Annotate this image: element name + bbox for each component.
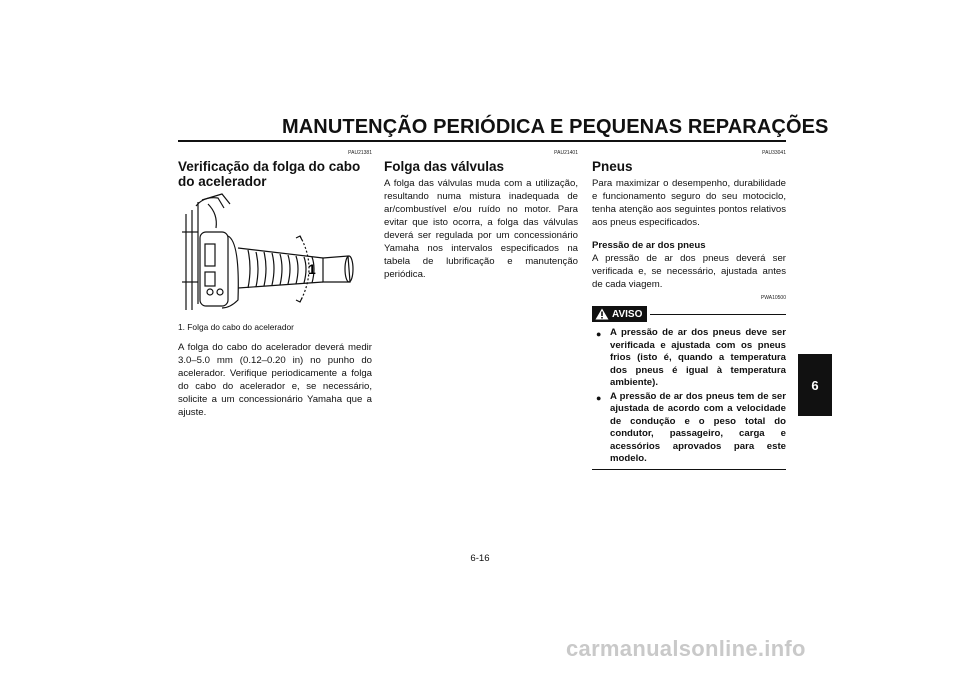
warning-bottom-rule [592,469,786,470]
subsection-heading: Pressão de ar dos pneus [592,240,706,251]
callout-number: 1 [308,261,316,277]
section-body: Para maximizar o desempenho, durabilidade e funcionamento seguro do seu motociclo, tenha atenção aos seguintes pontos relativos aos pneus especificados. [592,178,786,228]
section-body: A folga das válvulas muda com a utilização, resultando numa mistura inadequada de ar/combustível e/ou ruído no motor. Para evitar que isto ocorra, a folga das válvulas deverá ser regulada por um concessionário Yamaha nos intervalos especificados na tabela de lubrificação e manutenção periódica. [384,178,578,280]
warning-item: ● A pressão de ar dos pneus deve ser verificada e ajustada com os pneus frios (isto é, quando a temperatura dos pneus é igual à temperatura ambiente). [596,327,786,388]
section-heading: Folga das válvulas [384,159,505,174]
warning-badge [592,306,647,322]
section-code: PAU33041 [762,150,786,156]
column-valve-clearance [384,150,578,281]
page-title: MANUTENÇÃO PERIÓDICA E PEQUENAS REPARAÇÕES [282,116,829,138]
column-tires [592,150,786,470]
section-body: A folga do cabo do acelerador deverá medir 3.0–5.0 mm (0.12–0.20 in) no punho do acelerador. Verifique periodicamente a folga do cabo do acelerador e, se necessário, solicite a um concessionário Yamaha que a ajuste. [178,342,372,418]
warning-list [592,327,786,466]
warning-code: PWA10500 [760,295,786,301]
bullet-icon: ● [596,392,602,403]
watermark: carmanualsonline.info [566,636,806,661]
section-code: PAU21381 [348,150,372,156]
warning-item: ● A pressão de ar dos pneus tem de ser ajustada de acordo com a velocidade de condução e o peso total do condutor, passageiro, carga e acessórios aprovados para este modelo. [596,390,786,464]
chapter-tab: 6 [798,354,832,416]
warning-rule [650,314,786,315]
throttle-grip-illustration [178,192,372,318]
figure-caption: 1. Folga do cabo do acelerador [178,322,294,332]
subsection-body: A pressão de ar dos pneus deverá ser verificada e, se necessário, ajustada antes de cada viagem. [592,253,786,290]
column-throttle [178,150,372,419]
section-code: PAU21401 [554,150,578,156]
warning-triangle-icon [595,308,609,320]
warning-header [592,306,786,322]
page-number: 6-16 [470,553,490,564]
title-rule [178,140,786,142]
warning-label: AVISO [612,308,643,320]
section-heading: Pneus [592,159,633,174]
section-heading: Verificação da folga do cabo do acelerador [178,159,361,189]
bullet-icon: ● [596,329,602,339]
